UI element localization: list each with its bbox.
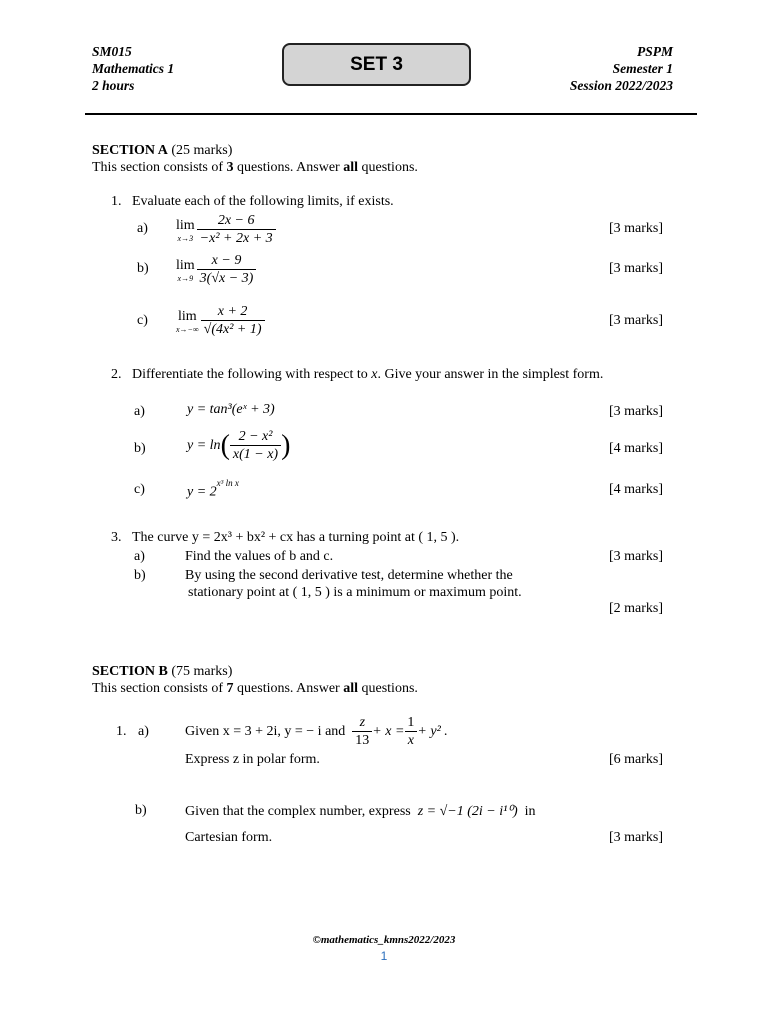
set-label: SET 3 [350,53,403,75]
math-expression: y = ln ( $\frac{\text{2 − x²}}{x(1 - x)}$ ) [187,429,291,462]
question-number: 1. [116,724,127,739]
marks-label: [4 marks] [608,441,663,456]
part-label: a) [137,221,148,236]
marks-label: [2 marks] [608,601,663,616]
lim-operator: lim [176,257,195,273]
numerator: 1 [407,715,415,730]
section-a-heading [92,143,232,159]
expression-tail: + y² . [417,724,448,739]
section-b-title: SECTION B [92,664,168,679]
denominator: −x² + 2x + 3 [197,229,276,248]
lim-subscript: x→−∞ [176,324,199,334]
question-number: 1. [111,194,122,209]
expression-exponent: x³ ln x [216,478,239,488]
copyright-footer: ©mathematics_kmns2022/2023 [312,934,456,946]
question-text: Evaluate each of the following limits, if exists. [132,194,394,209]
header-divider [85,113,697,115]
limit-expression [176,303,265,339]
header-right [570,43,673,94]
marks-label: [4 marks] [608,482,663,497]
intro-text: This section consists of [92,681,227,696]
given-text: Given x = 3 + 2i, y = − i and [185,724,346,739]
intro-text: This section consists of [92,160,227,175]
denominator: 3(√x − 3) [197,269,257,288]
session: Session 2022/2023 [569,78,673,93]
duration: 2 hours [92,78,135,93]
intro-text: questions. Answer [233,681,344,696]
math-expression [187,478,239,501]
part-label: b) [134,568,146,583]
expression-middle: + x = [372,724,405,739]
fraction [404,714,417,750]
part-text: in [524,804,536,819]
numerator: 2x − 6 [217,213,255,228]
semester: Semester 1 [612,61,673,76]
question-a3 [111,530,459,546]
part-label: c) [137,313,148,328]
fraction [230,428,281,464]
part-text: By using the second derivative test, determine whether the [185,568,513,583]
part-label: c) [134,482,145,497]
intro-count: 3 [226,160,234,175]
denominator: √(4x² + 1) [201,320,265,339]
part-label: a) [134,549,145,564]
part-text: Given that the complex number, express [185,804,411,819]
part-text: Find the values of b and c. [185,549,334,564]
part-label: b) [134,441,146,456]
set-badge [282,43,471,86]
marks-label: [3 marks] [608,313,663,328]
part-text: Cartesian form. [185,830,273,845]
intro-count: 7 [226,681,234,696]
denominator: x [405,731,417,750]
section-b-heading [92,664,232,680]
part-label: b) [135,803,147,818]
section-a-title: SECTION A [92,143,168,158]
part-label: b) [137,261,149,276]
fraction [201,303,265,339]
fraction [197,252,257,288]
question-a1 [111,194,394,210]
part-label: a) [138,724,149,739]
marks-label: [3 marks] [608,221,663,236]
course-name: Mathematics 1 [92,61,175,76]
course-code: SM015 [92,44,132,59]
question-variable: x [371,367,378,382]
part-text [185,803,536,820]
header-left [92,43,174,94]
numerator: x + 2 [217,304,248,319]
lim-subscript: x→3 [177,233,194,243]
fraction [352,714,372,750]
section-b-intro [92,681,418,697]
expression-base: y = 2 [187,484,217,500]
section-a-intro [92,160,418,176]
fraction [197,212,276,248]
part-label: a) [134,404,145,419]
part-text: stationary point at ( 1, 5 ) is a minimum or maximum point. [188,585,522,600]
limit-expression [176,212,276,248]
question-text: The curve y = 2x³ + bx² + cx has a turning point at ( 1, 5 ). [132,530,460,545]
question-text: Differentiate the following with respect to [132,367,372,382]
marks-label: [6 marks] [608,752,663,767]
section-a-marks: (25 marks) [171,143,233,158]
given-expression [185,712,448,752]
numerator: z [359,715,366,730]
intro-all: all [343,160,358,175]
exam-name: PSPM [636,44,673,59]
page-number: 1 [380,949,388,963]
marks-label: [3 marks] [608,261,663,276]
numerator: x − 9 [211,253,242,268]
intro-all: all [343,681,358,696]
marks-label: [3 marks] [608,830,663,845]
part-text: Express z in polar form. [185,752,320,767]
numerator: 2 − x² [238,429,273,444]
denominator: x(1 − x) [230,445,281,464]
math-expression: z = √−1 (2i − i¹⁰) [417,804,518,819]
question-text: . Give your answer in the simplest form. [377,367,604,382]
question-number: 3. [111,530,122,545]
lim-operator: lim [177,308,197,324]
question-a2 [111,367,603,383]
lim-subscript: x→9 [177,273,194,283]
section-b-marks: (75 marks) [171,664,233,679]
math-expression: y = tan³(eˣ + 3) [187,402,275,417]
lim-operator: lim [176,217,195,233]
marks-label: [3 marks] [608,404,663,419]
denominator: 13 [352,731,372,750]
intro-text: questions. [358,160,418,175]
intro-text: questions. Answer [233,160,344,175]
marks-label: [3 marks] [608,549,663,564]
limit-expression [176,252,256,288]
intro-text: questions. [358,681,418,696]
question-number: 2. [111,367,122,382]
expression-prefix: y = ln [187,438,221,453]
